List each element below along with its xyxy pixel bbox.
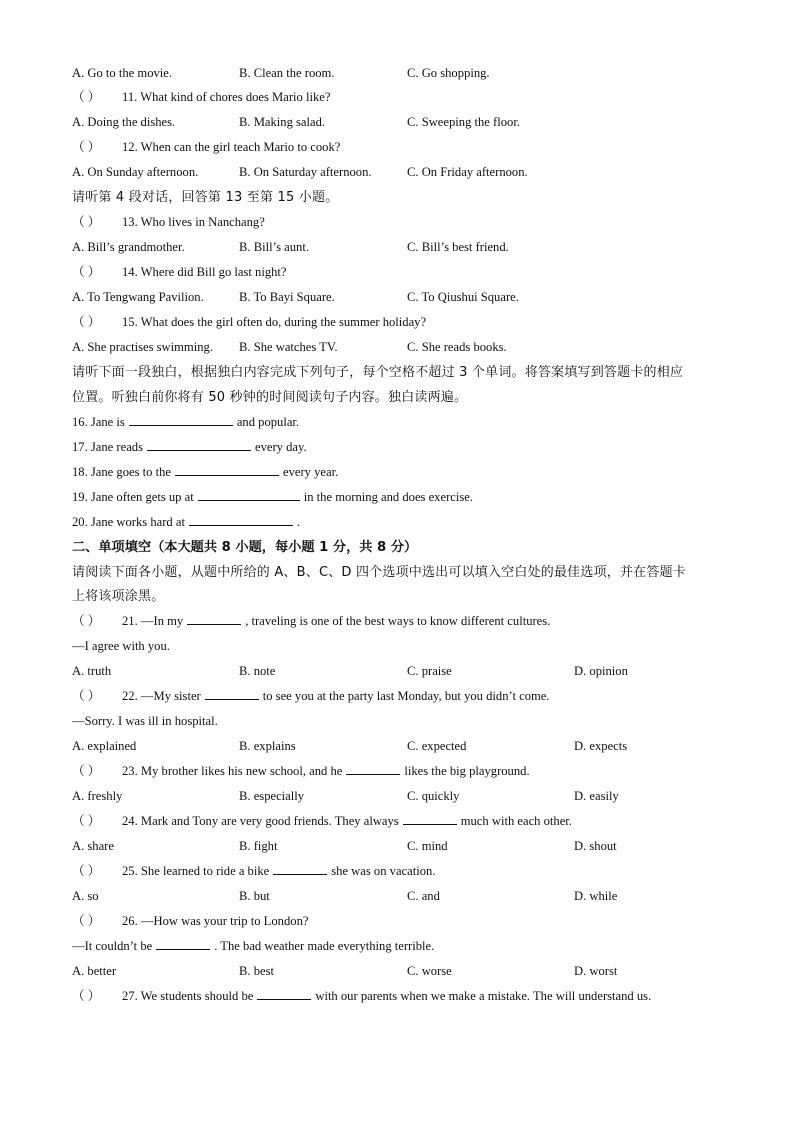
sentence-start: 17. Jane reads: [72, 439, 143, 454]
question-text: What does the girl often do, during the summer holiday?: [140, 315, 427, 329]
question-number: 23.: [122, 764, 138, 779]
question: [72, 684, 732, 709]
question-text: —How was your trip to London?: [140, 913, 309, 928]
option-c[interactable]: C. On Friday afternoon.: [407, 165, 528, 180]
question-text-end: likes the big playground.: [404, 764, 530, 779]
option-d[interactable]: D. worst: [574, 963, 618, 978]
fill-in-sentence: [72, 485, 732, 510]
option-a[interactable]: A. Go to the movie.: [72, 65, 173, 80]
question: [72, 984, 732, 1009]
fill-in-sentence: [72, 410, 732, 435]
option-a[interactable]: A. share: [72, 838, 114, 853]
answer-options: [72, 335, 732, 360]
sentence-end: every year.: [282, 464, 339, 479]
option-a[interactable]: A. On Sunday afternoon.: [72, 165, 199, 180]
fill-in-sentence: [72, 435, 732, 460]
answer-bracket[interactable]: （ ）: [72, 863, 101, 878]
question-text-start: Mark and Tony are very good friends. They always: [140, 814, 399, 828]
instruction-text: 位置。听独白前你将有 50 秒钟的时间阅读句子内容。独白读两遍。: [72, 389, 468, 405]
option-b[interactable]: B. fight: [239, 838, 278, 853]
sentence-start: 20. Jane works hard at: [72, 514, 185, 529]
question-number: 22.: [122, 689, 138, 704]
question-text: Who lives in Nanchang?: [140, 215, 265, 230]
option-c[interactable]: C. Sweeping the floor.: [407, 115, 520, 130]
sentence-end: and popular.: [236, 414, 300, 429]
option-b[interactable]: B. but: [239, 888, 270, 903]
answer-blank[interactable]: [257, 985, 311, 1000]
option-d[interactable]: D. opinion: [574, 664, 628, 679]
question-text: What kind of chores does Mario like?: [140, 90, 331, 105]
answer-blank[interactable]: [156, 935, 210, 950]
option-a[interactable]: A. Bill’s grandmother.: [72, 240, 185, 255]
section-heading-text: 二、单项填空（本大题共 8 小题，每小题 1 分，共 8 分）: [72, 539, 418, 555]
answer-options: [72, 160, 732, 185]
option-b[interactable]: B. Bill’s aunt.: [239, 240, 309, 255]
answer-options: [72, 235, 732, 260]
question: [72, 909, 732, 934]
question-number: 13.: [122, 215, 138, 230]
row-zh: [72, 560, 732, 585]
sentence-end: .: [296, 514, 301, 529]
answer-options: [72, 834, 732, 859]
option-a[interactable]: A. Doing the dishes.: [72, 115, 176, 130]
answer-options: [72, 659, 732, 684]
sentence-start: 16. Jane is: [72, 414, 125, 429]
option-c[interactable]: C. worse: [407, 963, 452, 978]
question: [72, 210, 732, 235]
answer-blank[interactable]: [187, 610, 241, 625]
option-a[interactable]: A. better: [72, 963, 117, 978]
question-text-end: with our parents when we make a mistake. The will understand us.: [315, 988, 652, 1003]
question-text-end: much with each other.: [460, 814, 572, 828]
dialogue-end: . The bad weather made everything terrible.: [214, 938, 435, 953]
question-number: 25.: [122, 863, 138, 878]
dialogue-line: —I agree with you.: [72, 639, 170, 654]
row-zh: [72, 584, 732, 609]
question-text-start: She learned to ride a bike: [140, 863, 270, 878]
answer-blank[interactable]: [346, 760, 400, 775]
option-a[interactable]: A. freshly: [72, 789, 123, 804]
question: [72, 609, 732, 634]
question-text: Where did Bill go last night?: [140, 265, 287, 280]
answer-blank[interactable]: [205, 685, 259, 700]
option-c[interactable]: C. quickly: [407, 789, 460, 804]
question-text-start: We students should be: [140, 988, 254, 1003]
answer-bracket[interactable]: （ ）: [72, 315, 101, 329]
row-zh: [72, 360, 732, 385]
question-text-start: My brother likes his new school, and he: [140, 764, 343, 779]
instruction-text: 上将该项涂黑。: [72, 589, 165, 605]
option-b[interactable]: B. especially: [239, 789, 305, 804]
question-text-end: she was on vacation.: [331, 863, 436, 878]
sentence-end: every day.: [255, 439, 307, 454]
question: [72, 260, 732, 285]
answer-bracket[interactable]: （ ）: [72, 90, 101, 105]
answer-blank[interactable]: [189, 511, 293, 526]
answer-blank[interactable]: [175, 461, 279, 476]
answer-bracket[interactable]: （ ）: [72, 764, 101, 779]
question-number: 26.: [122, 913, 138, 928]
question-number: 24.: [122, 814, 138, 828]
option-c[interactable]: C. expected: [407, 739, 467, 754]
fill-in-sentence: [72, 510, 732, 535]
option-a[interactable]: A. so: [72, 888, 99, 903]
option-c[interactable]: C. Bill’s best friend.: [407, 240, 509, 255]
sentence-start: 18. Jane goes to the: [72, 464, 171, 479]
question-number: 14.: [122, 265, 138, 280]
question-number: 21.: [122, 614, 138, 629]
option-d[interactable]: D. shout: [574, 838, 617, 853]
row-zh: [72, 185, 732, 210]
section-heading: [72, 535, 732, 560]
option-d[interactable]: D. expects: [574, 739, 628, 754]
answer-bracket[interactable]: （ ）: [72, 614, 101, 629]
question-text-start: —In my: [140, 614, 184, 629]
question: [72, 310, 732, 335]
question-text-start: —My sister: [140, 689, 201, 704]
question: [72, 759, 732, 784]
question-text-end: , traveling is one of the best ways to know different cultures.: [245, 614, 551, 629]
option-b[interactable]: B. Clean the room.: [239, 65, 335, 80]
answer-bracket[interactable]: （ ）: [72, 140, 101, 155]
dialogue-start: —It couldn’t be: [72, 938, 153, 953]
dialogue-line: [72, 934, 732, 959]
instruction-text: 请阅读下面各小题，从题中所给的 A、B、C、D 四个选项中选出可以填入空白处的最佳选项，并在答题卡: [72, 564, 686, 580]
option-b[interactable]: B. Making salad.: [239, 115, 326, 130]
answer-options: [72, 61, 732, 86]
option-c[interactable]: C. To Qiushui Square.: [407, 290, 519, 305]
instruction-text: 请听下面一段独白，根据独白内容完成下列句子，每个空格不超过 3 个单词。将答案填写到答题卡的相应: [72, 364, 684, 380]
answer-blank[interactable]: [273, 860, 327, 875]
question: [72, 135, 732, 160]
option-c[interactable]: C. and: [407, 888, 440, 903]
row-text: [72, 709, 732, 734]
option-c[interactable]: C. praise: [407, 664, 452, 679]
option-b[interactable]: B. explains: [239, 739, 296, 754]
answer-bracket[interactable]: （ ）: [72, 689, 101, 704]
option-a[interactable]: A. explained: [72, 739, 137, 754]
answer-blank[interactable]: [403, 810, 457, 825]
sentence-end: in the morning and does exercise.: [303, 489, 473, 504]
option-b[interactable]: B. She watches TV.: [239, 339, 338, 354]
answer-bracket[interactable]: （ ）: [72, 913, 101, 928]
option-b[interactable]: B. note: [239, 664, 276, 679]
answer-options: [72, 734, 732, 759]
answer-blank[interactable]: [147, 436, 251, 451]
option-c[interactable]: C. mind: [407, 838, 448, 853]
question-text: When can the girl teach Mario to cook?: [140, 140, 341, 155]
option-c[interactable]: C. Go shopping.: [407, 65, 490, 80]
answer-blank[interactable]: [129, 411, 233, 426]
option-a[interactable]: A. She practises swimming.: [72, 339, 213, 354]
question-text-end: to see you at the party last Monday, but you didn’t come.: [262, 689, 550, 704]
instruction-text: 请听第 4 段对话，回答第 13 至第 15 小题。: [72, 190, 339, 206]
option-d[interactable]: D. while: [574, 888, 618, 903]
option-c[interactable]: C. She reads books.: [407, 339, 507, 354]
answer-bracket[interactable]: （ ）: [72, 265, 101, 280]
row-text: [72, 634, 732, 659]
answer-bracket[interactable]: （ ）: [72, 814, 101, 828]
option-b[interactable]: B. To Bayi Square.: [239, 290, 335, 305]
question: [72, 809, 732, 834]
option-d[interactable]: D. easily: [574, 789, 619, 804]
question-number: 12.: [122, 140, 138, 155]
fill-in-sentence: [72, 460, 732, 485]
question-number: 27.: [122, 988, 138, 1003]
option-a[interactable]: A. To Tengwang Pavilion.: [72, 290, 204, 305]
option-b[interactable]: B. On Saturday afternoon.: [239, 165, 372, 180]
answer-options: [72, 784, 732, 809]
option-b[interactable]: B. best: [239, 963, 274, 978]
answer-options: [72, 110, 732, 135]
answer-options: [72, 959, 732, 984]
row-zh: [72, 385, 732, 410]
option-a[interactable]: A. truth: [72, 664, 112, 679]
answer-bracket[interactable]: （ ）: [72, 988, 101, 1003]
question-number: 15.: [122, 315, 138, 329]
answer-blank[interactable]: [198, 486, 300, 501]
question: [72, 85, 732, 110]
sentence-start: 19. Jane often gets up at: [72, 489, 194, 504]
answer-options: [72, 285, 732, 310]
answer-bracket[interactable]: （ ）: [72, 215, 101, 230]
question-number: 11.: [122, 90, 138, 105]
question: [72, 859, 732, 884]
dialogue-line: —Sorry. I was ill in hospital.: [72, 714, 218, 729]
answer-options: [72, 884, 732, 909]
